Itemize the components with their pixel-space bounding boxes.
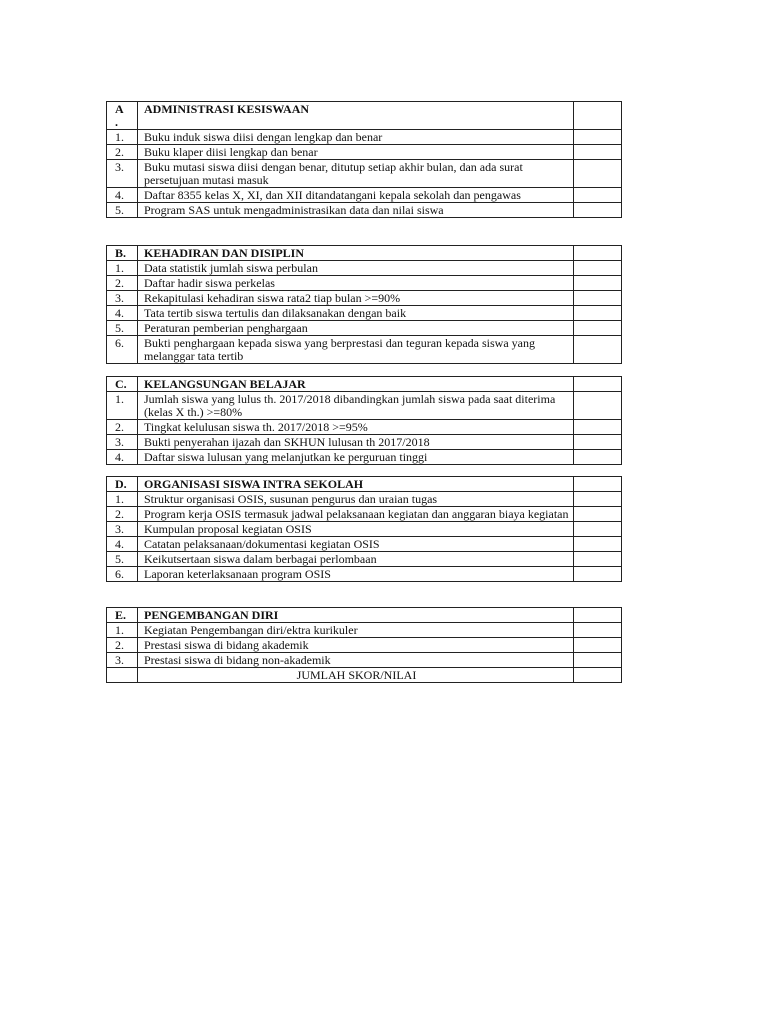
item-text: Keikutsertaan siswa dalam berbagai perlombaan	[138, 552, 574, 567]
section-letter: B.	[107, 246, 138, 261]
item-number: 1.	[107, 623, 138, 638]
table-row	[107, 203, 622, 218]
item-text: Kumpulan proposal kegiatan OSIS	[138, 522, 574, 537]
item-text: Tingkat kelulusan siswa th. 2017/2018 >=95%	[138, 420, 574, 435]
section-title: PENGEMBANGAN DIRI	[138, 608, 574, 623]
section-header	[107, 608, 622, 623]
section-letter: C.	[107, 377, 138, 392]
item-number: 5.	[107, 203, 138, 218]
item-number: 4.	[107, 306, 138, 321]
item-number: 2.	[107, 276, 138, 291]
item-text: Struktur organisasi OSIS, susunan pengurus dan uraian tugas	[138, 492, 574, 507]
section-header	[107, 246, 622, 261]
item-text: Jumlah siswa yang lulus th. 2017/2018 dibandingkan jumlah siswa pada saat diterima (kelas X th.) >=80%	[138, 392, 574, 420]
section-d-table	[106, 476, 622, 582]
total-score-cell	[574, 668, 622, 683]
score-cell	[574, 246, 622, 261]
item-number: 3.	[107, 291, 138, 306]
table-row	[107, 507, 622, 522]
item-number: 1.	[107, 261, 138, 276]
item-number: 2.	[107, 420, 138, 435]
section-c-table	[106, 376, 622, 465]
score-cell	[574, 130, 622, 145]
item-text: Program SAS untuk mengadministrasikan data dan nilai siswa	[138, 203, 574, 218]
item-number: 3.	[107, 522, 138, 537]
item-text: Laporan keterlaksanaan program OSIS	[138, 567, 574, 582]
table-row	[107, 261, 622, 276]
item-number: 3.	[107, 160, 138, 188]
score-cell	[574, 638, 622, 653]
table-row	[107, 336, 622, 364]
item-text: Daftar siswa lulusan yang melanjutkan ke perguruan tinggi	[138, 450, 574, 465]
table-row	[107, 276, 622, 291]
item-number: 6.	[107, 567, 138, 582]
table-row	[107, 392, 622, 420]
item-text: Daftar hadir siswa perkelas	[138, 276, 574, 291]
item-number: 1.	[107, 392, 138, 420]
table-row	[107, 160, 622, 188]
table-row	[107, 552, 622, 567]
item-text: Daftar 8355 kelas X, XI, dan XII ditandatangani kepala sekolah dan pengawas	[138, 188, 574, 203]
table-row	[107, 522, 622, 537]
item-text: Buku induk siswa diisi dengan lengkap dan benar	[138, 130, 574, 145]
score-cell	[574, 276, 622, 291]
table-row	[107, 291, 622, 306]
item-number: 4.	[107, 450, 138, 465]
section-header	[107, 477, 622, 492]
score-cell	[574, 653, 622, 668]
item-number: 4.	[107, 537, 138, 552]
item-text: Peraturan pemberian penghargaan	[138, 321, 574, 336]
item-number: 2.	[107, 507, 138, 522]
score-cell	[574, 188, 622, 203]
score-cell	[574, 420, 622, 435]
table-row	[107, 188, 622, 203]
section-header	[107, 102, 622, 130]
score-cell	[574, 203, 622, 218]
table-row	[107, 623, 622, 638]
item-number: 5.	[107, 552, 138, 567]
item-number: 5.	[107, 321, 138, 336]
score-cell	[574, 522, 622, 537]
item-number: 1.	[107, 492, 138, 507]
table-row	[107, 435, 622, 450]
item-text: Program kerja OSIS termasuk jadwal pelaksanaan kegiatan dan anggaran biaya kegiatan	[138, 507, 574, 522]
table-row	[107, 306, 622, 321]
section-letter: E.	[107, 608, 138, 623]
score-cell	[574, 537, 622, 552]
total-label: JUMLAH SKOR/NILAI	[138, 668, 574, 683]
table-row	[107, 450, 622, 465]
score-cell	[574, 336, 622, 364]
item-text: Kegiatan Pengembangan diri/ektra kurikuler	[138, 623, 574, 638]
table-row	[107, 130, 622, 145]
score-cell	[574, 492, 622, 507]
score-cell	[574, 567, 622, 582]
item-text: Data statistik jumlah siswa perbulan	[138, 261, 574, 276]
item-text: Buku mutasi siswa diisi dengan benar, ditutup setiap akhir bulan, dan ada surat persetujuan mutasi masuk	[138, 160, 574, 188]
table-row	[107, 420, 622, 435]
table-row	[107, 492, 622, 507]
section-title: KEHADIRAN DAN DISIPLIN	[138, 246, 574, 261]
table-row	[107, 653, 622, 668]
item-text: Tata tertib siswa tertulis dan dilaksanakan dengan baik	[138, 306, 574, 321]
item-text: Buku klaper diisi lengkap dan benar	[138, 145, 574, 160]
score-cell	[574, 306, 622, 321]
score-cell	[574, 623, 622, 638]
score-cell	[574, 321, 622, 336]
section-letter: A .	[107, 102, 138, 130]
score-cell	[574, 102, 622, 130]
item-number: 1.	[107, 130, 138, 145]
score-cell	[574, 261, 622, 276]
section-e-table	[106, 607, 622, 683]
item-text: Bukti penyerahan ijazah dan SKHUN lulusan th 2017/2018	[138, 435, 574, 450]
table-row	[107, 567, 622, 582]
score-cell	[574, 145, 622, 160]
section-title: KELANGSUNGAN BELAJAR	[138, 377, 574, 392]
item-text: Rekapitulasi kehadiran siswa rata2 tiap bulan >=90%	[138, 291, 574, 306]
table-row	[107, 537, 622, 552]
item-text: Prestasi siswa di bidang non-akademik	[138, 653, 574, 668]
item-text: Prestasi siswa di bidang akademik	[138, 638, 574, 653]
score-cell	[574, 450, 622, 465]
section-title: ORGANISASI SISWA INTRA SEKOLAH	[138, 477, 574, 492]
item-number: 4.	[107, 188, 138, 203]
table-row	[107, 638, 622, 653]
section-letter: D.	[107, 477, 138, 492]
empty-cell	[107, 668, 138, 683]
item-text: Catatan pelaksanaan/dokumentasi kegiatan OSIS	[138, 537, 574, 552]
score-cell	[574, 435, 622, 450]
item-number: 6.	[107, 336, 138, 364]
score-cell	[574, 507, 622, 522]
score-cell	[574, 392, 622, 420]
total-row	[107, 668, 622, 683]
section-a-table	[106, 101, 622, 218]
score-cell	[574, 160, 622, 188]
score-cell	[574, 552, 622, 567]
score-cell	[574, 291, 622, 306]
section-header	[107, 377, 622, 392]
score-cell	[574, 477, 622, 492]
section-title: ADMINISTRASI KESISWAAN	[138, 102, 574, 130]
item-number: 2.	[107, 638, 138, 653]
item-text: Bukti penghargaan kepada siswa yang berprestasi dan teguran kepada siswa yang melanggar tata tertib	[138, 336, 574, 364]
score-cell	[574, 377, 622, 392]
table-row	[107, 145, 622, 160]
score-cell	[574, 608, 622, 623]
item-number: 3.	[107, 653, 138, 668]
item-number: 2.	[107, 145, 138, 160]
item-number: 3.	[107, 435, 138, 450]
table-row	[107, 321, 622, 336]
section-b-table	[106, 245, 622, 364]
